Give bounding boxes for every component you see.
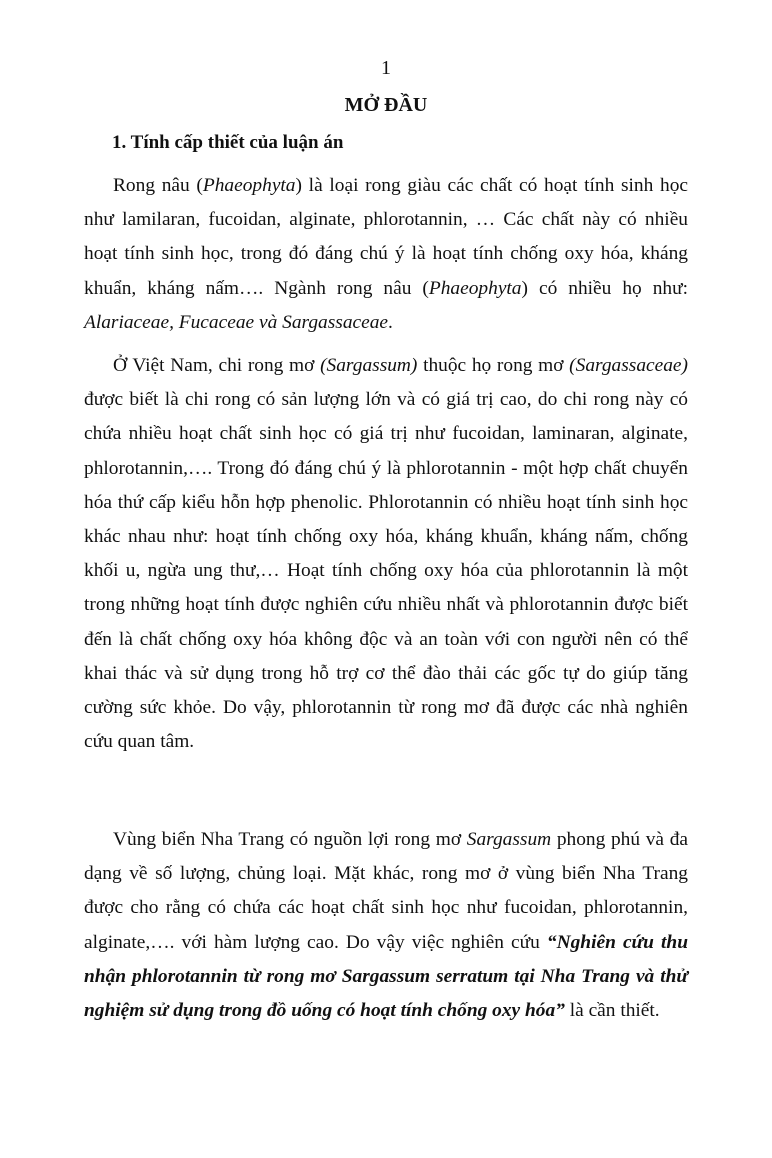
- italic-term: (Sargassum): [320, 355, 418, 376]
- paragraph-nha-trang: [84, 823, 688, 1028]
- italic-term: Phaeophyta: [428, 277, 522, 299]
- italic-term: Sargassum: [466, 829, 552, 850]
- italic-term: (Sargassaceae): [569, 355, 688, 376]
- text-span: được biết là chi rong có sản lượng lớn và có giá trị cao, do chi rong này có chứa nhiều hoạt chất sinh học có giá trị như fucoidan, laminaran, alginate, phlorotannin,…. Trong đó đáng chú ý là phlorotannin - một hợp chất chuyển hóa thứ cấp kiểu hỗn hợp phenolic. Phlorotannin có nhiều hoạt tính sinh học khác nhau như: hoạt tính chống oxy hóa, kháng khuẩn, kháng nấm, chống khối u, ngừa ung thư,… Hoạt tính chống oxy hóa của phlorotannin là một trong những hoạt tính được nghiên cứu nhiều nhất và phlorotannin được biết đến là chất chống oxy hóa không độc và an toàn với con người nên có thể khai thác và sử dụng trong hỗ trợ cơ thể đào thải các gốc tự do giúp tăng cường sức khỏe. Do vậy, phlorotannin từ rong mơ đã được các nhà nghiên cứu quan tâm.: [84, 389, 688, 753]
- text-span: Ở Việt Nam, chi rong mơ: [113, 355, 321, 376]
- text-span: thuộc họ rong mơ: [417, 355, 570, 376]
- thesis-title-quote: “Nghiên cứu thu nhận phlorotannin từ rong mơ Sargassum serratum tại Nha Trang và thử nghiệm sử dụng trong đồ uống có hoạt tính chống oxy hóa”: [84, 931, 688, 1022]
- text-span: Rong nâu (: [113, 175, 203, 196]
- text-span: ) là loại rong giàu các chất có hoạt tính sinh học như lamilaran, fucoidan, alginate, phlorotannin, … Các chất này có nhiều hoạt tính sinh học, trong đó đáng chú ý là hoạt tính chống oxy hóa, kháng khuẩn, kháng nấm…. Ngành rong nâu (: [84, 175, 688, 299]
- page-number: 1: [381, 57, 391, 79]
- text-span: là cần thiết.: [564, 1000, 660, 1022]
- text-span: .: [388, 311, 393, 333]
- italic-term: Phaeophyta: [202, 175, 296, 196]
- italic-term: Alariaceae, Fucaceae và Sargassaceae: [84, 311, 389, 333]
- text-span: Vùng biển Nha Trang có nguồn lợi rong mơ: [113, 829, 467, 850]
- section-title: 1. Tính cấp thiết của luận án: [112, 132, 344, 153]
- paragraph-sargassum-vietnam: [84, 349, 688, 759]
- paragraph-brown-algae: [84, 169, 688, 340]
- text-span: ) có nhiều họ như:: [521, 277, 688, 299]
- text-span: phong phú và đa dạng về số lượng, chủng loại. Mặt khác, rong mơ ở vùng biển Nha Trang được cho rằng có chứa các hoạt chất sinh học như fucoidan, phlorotannin, alginate,…. với hàm lượng cao. Do vậy việc nghiên cứu: [84, 829, 688, 953]
- chapter-heading: MỞ ĐẦU: [344, 94, 428, 116]
